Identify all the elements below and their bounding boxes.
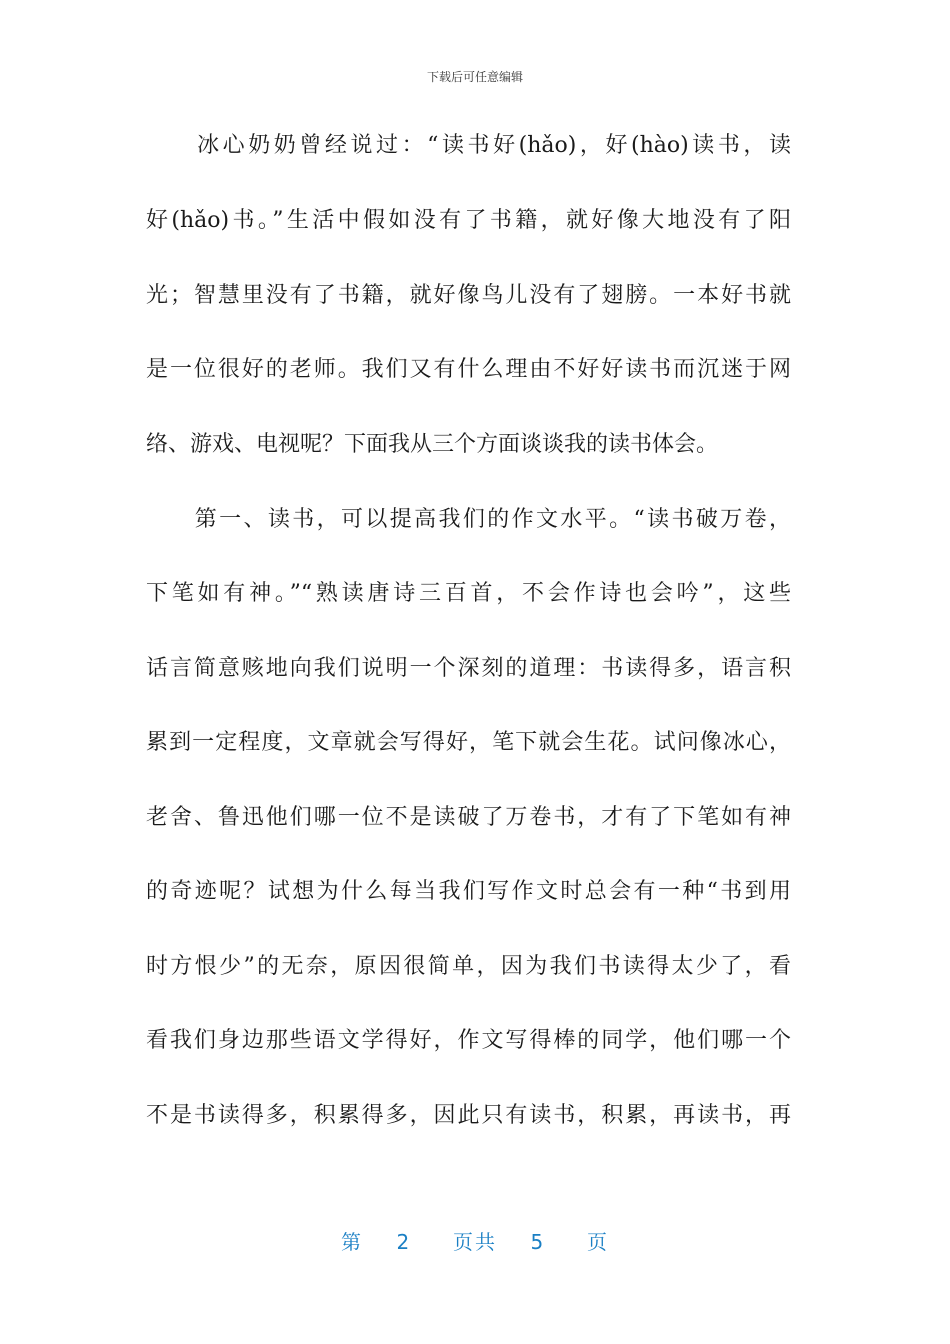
paragraph-1-line-2: 好(hǎo)书。”生活中假如没有了书籍，就好像大地没有了阳	[146, 208, 791, 233]
paragraph-2-line-6: 的奇迹呢？试想为什么每当我们写作文时总会有一种“书到用	[146, 879, 791, 904]
paragraph-2-line-1: 第一、读书，可以提高我们的作文水平。“读书破万卷，	[146, 507, 791, 532]
footer-prefix: 第	[341, 1230, 364, 1254]
page-header: 下载后可任意编辑	[426, 70, 523, 84]
footer-current-page: 2	[396, 1230, 412, 1254]
footer-middle: 页共	[453, 1230, 497, 1254]
paragraph-1-line-3: 光；智慧里没有了书籍，就好像鸟儿没有了翅膀。一本好书就	[146, 283, 791, 308]
paragraph-1-line-5: 络、游戏、电视呢？下面我从三个方面谈谈我的读书体会。	[146, 432, 719, 457]
paragraph-2-line-4: 累到一定程度，文章就会写得好，笔下就会生花。试问像冰心，	[146, 730, 791, 755]
paragraph-2-line-3: 话言简意赅地向我们说明一个深刻的道理：书读得多，语言积	[146, 656, 791, 681]
page-number-footer	[0, 1226, 950, 1255]
paragraph-2-line-8: 看我们身边那些语文学得好，作文写得棒的同学，他们哪一个	[146, 1028, 791, 1053]
paragraph-2-line-7: 时方恨少”的无奈，原因很简单，因为我们书读得太少了，看	[146, 954, 791, 979]
footer-total-pages: 5	[530, 1230, 546, 1254]
paragraph-2-line-2: 下笔如有神。”“熟读唐诗三百首，不会作诗也会吟”，这些	[146, 581, 791, 606]
paragraph-1-line-4: 是一位很好的老师。我们又有什么理由不好好读书而沉迷于网	[146, 357, 791, 382]
footer-suffix: 页	[586, 1230, 609, 1254]
paragraph-2-line-9: 不是书读得多，积累得多，因此只有读书，积累，再读书，再	[146, 1103, 791, 1128]
paragraph-2-line-5: 老舍、鲁迅他们哪一位不是读破了万卷书，才有了下笔如有神	[146, 805, 791, 830]
paragraph-1-line-1: 冰心奶奶曾经说过：“读书好(hǎo)，好(hào)读书，读	[146, 133, 791, 158]
